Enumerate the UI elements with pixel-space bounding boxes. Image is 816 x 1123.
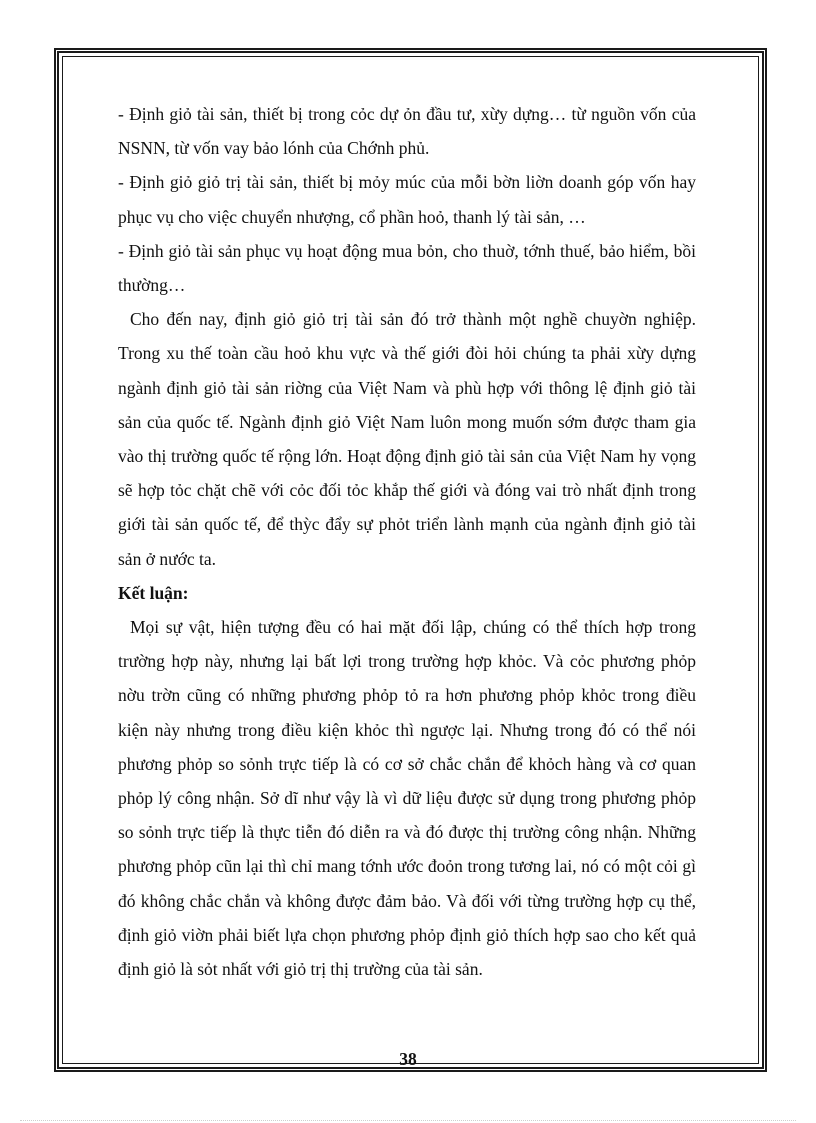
paragraph-intro: Cho đến nay, định giỏ giỏ trị tài sản đó trở thành một nghề chuyờn nghiệp. Trong xu thế toàn cầu hoỏ khu vực và thế giới đòi hỏi chúng ta phải xừy dựng ngành định giỏ tài sản riờng của Việt Nam và phù hợp với thông lệ định giỏ tài sản của quốc tế. Ngành định giỏ Việt Nam luôn mong muốn sớm được tham gia vào thị trường quốc tế rộng lớn. Hoạt động định giỏ tài sản của Việt Nam hy vọng sẽ hợp tỏc chặt chẽ với cỏc đối tỏc khắp thế giới và đóng vai trò nhất định trong giới tài sản quốc tế, để thỳc đẩy sự phỏt triển lành mạnh của ngành định giỏ tài sản ở nước ta.	[118, 309, 696, 569]
bullet-item-2: - Định giỏ giỏ trị tài sản, thiết bị mỏy múc của mỗi bờn liờn doanh góp vốn hay phục vụ cho việc chuyển nhượng, cổ phần hoỏ, thanh lý tài sản, …	[118, 172, 696, 227]
page-number: 38	[399, 1049, 417, 1069]
conclusion-heading: Kết luận:	[118, 582, 189, 603]
bottom-dotted-line	[20, 1120, 796, 1121]
bullet-item-3: - Định giỏ tài sản phục vụ hoạt động mua bỏn, cho thuờ, tớnh thuế, bảo hiểm, bồi thường…	[118, 240, 696, 296]
bullet-item-1: - Định giỏ tài sản, thiết bị trong cỏc dự ỏn đầu tư, xừy dựng… từ nguồn vốn của NSNN, từ vốn vay bảo lónh của Chớnh phủ.	[118, 104, 696, 159]
paragraph-conclusion: Mọi sự vật, hiện tượng đều có hai mặt đối lập, chúng có thể thích hợp trong trường hợp này, nhưng lại bất lợi trong trường hợp khỏc. Và cỏc phương phỏp nờu trờn cũng có những phương phỏp tỏ ra hơn phương phỏp khỏc trong điều kiện này nhưng trong điều kiện khỏc thì ngược lại. Nhưng trong đó có thể nói phương phỏp so sỏnh trực tiếp là có cơ sở chắc chắn để khỏch hàng và cơ quan phỏp lý công nhận. Sở dĩ như vậy là vì dữ liệu được sử dụng trong phương phỏp so sỏnh trực tiếp là thực tiễn đó diễn ra và đó được thị trường công nhận. Những phương phỏp cũn lại thì chỉ mang tớnh ước đoỏn trong tương lai, nó có một cỏi gì đó không chắc chắn và không được đảm bảo. Và đối với từng trường hợp cụ thể, định giỏ viờn phải biết lựa chọn phương phỏp định giỏ thích hợp sao cho kết quả định giỏ là sỏt nhất với giỏ trị thị trường của tài sản.	[118, 617, 696, 980]
document-body	[118, 97, 696, 986]
